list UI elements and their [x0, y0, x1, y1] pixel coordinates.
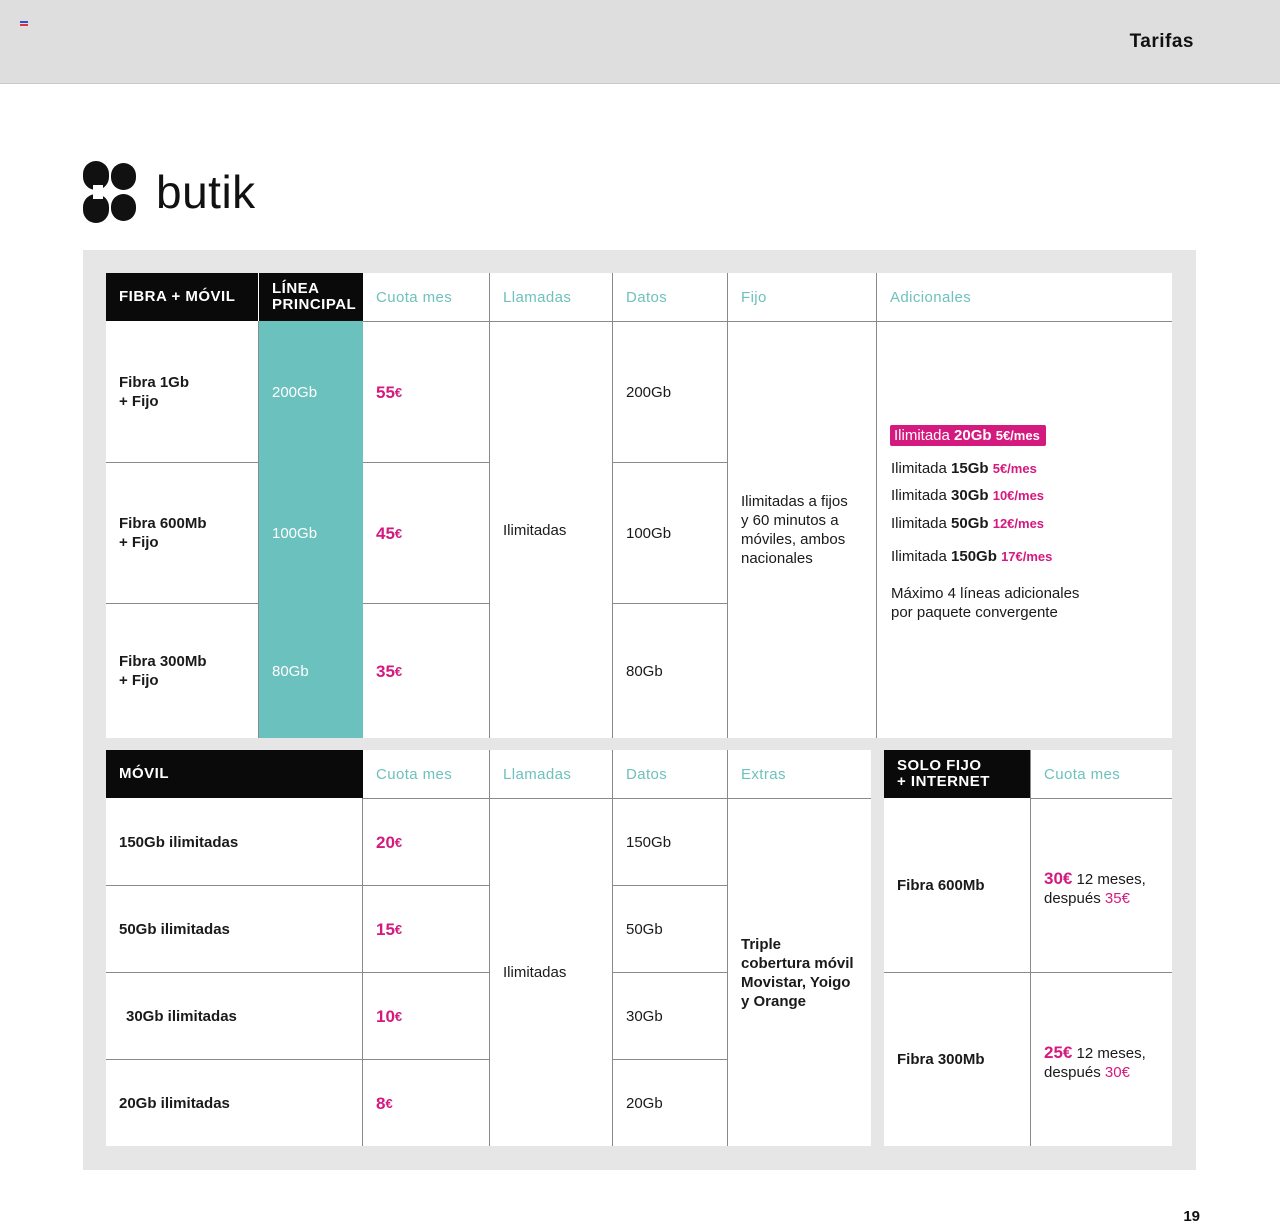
- adicional-item: Ilimitada 50Gb 12€/mes: [891, 515, 1045, 532]
- linea-principal-value: 100Gb: [272, 524, 318, 542]
- plan-price: 55 €: [376, 382, 403, 402]
- datos-value: 100Gb: [626, 524, 672, 542]
- plan-price: 8 €: [376, 1093, 393, 1113]
- datos-value: 50Gb: [626, 920, 663, 938]
- adicional-highlight-badge: Ilimitada 20Gb 5€/mes: [890, 425, 1046, 446]
- plan-name: Fibra 300Mb: [897, 1051, 985, 1068]
- plan-name: Fibra 300Mb + Fijo: [119, 653, 207, 689]
- divider: [613, 603, 728, 604]
- cuota-mes-header: Cuota mes: [376, 765, 453, 783]
- linea-principal-value: 80Gb: [272, 662, 309, 680]
- adicionales-note: Máximo 4 líneas adicionales por paquete convergente: [891, 585, 1080, 621]
- divider: [1031, 798, 1172, 799]
- divider: [613, 1059, 728, 1060]
- plan-name: 150Gb ilimitadas: [119, 833, 239, 851]
- extras-value: Triple cobertura móvil Movistar, Yoigo y Orange: [741, 935, 854, 1010]
- brand-name: butik: [156, 166, 256, 218]
- divider: [363, 603, 490, 604]
- divider: [1030, 750, 1031, 1146]
- divider: [613, 972, 728, 973]
- divider: [489, 750, 490, 1146]
- divider: [613, 462, 728, 463]
- adicional-item: Ilimitada 30Gb 10€/mes: [891, 487, 1045, 504]
- datos-header: Datos: [626, 765, 668, 783]
- datos-header: Datos: [626, 288, 668, 306]
- plan-name: 50Gb ilimitadas: [119, 920, 230, 938]
- divider: [727, 273, 728, 738]
- datos-value: 80Gb: [626, 662, 663, 680]
- plan-name: Fibra 600Mb: [897, 877, 985, 894]
- plan-name: Fibra 600Mb + Fijo: [119, 515, 207, 551]
- top-bar: [0, 0, 1280, 84]
- divider: [106, 462, 259, 463]
- butik-logo-icon: [82, 160, 138, 224]
- page-title: Tarifas: [1129, 31, 1194, 52]
- page-number: 19: [1183, 1208, 1200, 1224]
- llamadas-value: Ilimitadas: [503, 521, 567, 539]
- divider: [106, 1059, 490, 1060]
- divider: [106, 603, 259, 604]
- divider: [613, 885, 728, 886]
- fibra-movil-header: FIBRA + MÓVIL: [106, 273, 258, 321]
- plan-name: Fibra 1Gb + Fijo: [119, 374, 190, 410]
- datos-value: 20Gb: [626, 1094, 663, 1112]
- plan-price: 10 €: [376, 1006, 403, 1026]
- divider: [489, 273, 490, 738]
- llamadas-header: Llamadas: [503, 288, 572, 306]
- linea-principal-value: 200Gb: [272, 383, 318, 401]
- divider: [258, 321, 259, 738]
- divider: [612, 750, 613, 1146]
- plan-price: 30€ 12 meses, después 35€: [1044, 869, 1146, 907]
- plan-price: 35 €: [376, 661, 403, 681]
- fijo-value: Ilimitadas a fijos y 60 minutos a móviles, ambos nacionales: [741, 493, 848, 567]
- llamadas-value: Ilimitadas: [503, 964, 567, 981]
- divider: [363, 462, 490, 463]
- llamadas-header: Llamadas: [503, 765, 572, 783]
- plan-name: 30Gb ilimitadas: [126, 1007, 237, 1025]
- divider: [727, 750, 728, 1146]
- plan-price: 15 €: [376, 919, 403, 939]
- menu-icon[interactable]: [20, 21, 28, 27]
- divider: [363, 798, 871, 799]
- plan-price: 45 €: [376, 523, 403, 543]
- plan-name: 20Gb ilimitadas: [119, 1094, 230, 1112]
- adicional-item: Ilimitada 150Gb 17€/mes: [891, 548, 1053, 565]
- datos-value: 200Gb: [626, 383, 672, 401]
- extras-header: Extras: [741, 765, 786, 783]
- adicionales-header: Adicionales: [890, 288, 972, 306]
- datos-value: 30Gb: [626, 1007, 663, 1025]
- divider: [612, 273, 613, 738]
- brand-logo: [82, 160, 256, 224]
- divider: [876, 273, 877, 738]
- plan-price: 20 €: [376, 832, 403, 852]
- divider: [362, 798, 363, 1146]
- linea-principal-header: LÍNEA PRINCIPAL: [259, 273, 363, 321]
- solo-fijo-header: SOLO FIJO + INTERNET: [884, 750, 1030, 798]
- fijo-header: Fijo: [741, 288, 767, 306]
- divider: [106, 885, 490, 886]
- divider: [363, 321, 1172, 322]
- cuota-mes-header: Cuota mes: [1044, 765, 1121, 783]
- adicional-item: Ilimitada 15Gb 5€/mes: [891, 460, 1037, 477]
- cuota-mes-header: Cuota mes: [376, 288, 453, 306]
- movil-header: MÓVIL: [106, 750, 363, 798]
- plan-price: 25€ 12 meses, después 30€: [1044, 1043, 1146, 1081]
- divider: [884, 972, 1172, 973]
- divider: [106, 972, 490, 973]
- datos-value: 150Gb: [626, 833, 672, 851]
